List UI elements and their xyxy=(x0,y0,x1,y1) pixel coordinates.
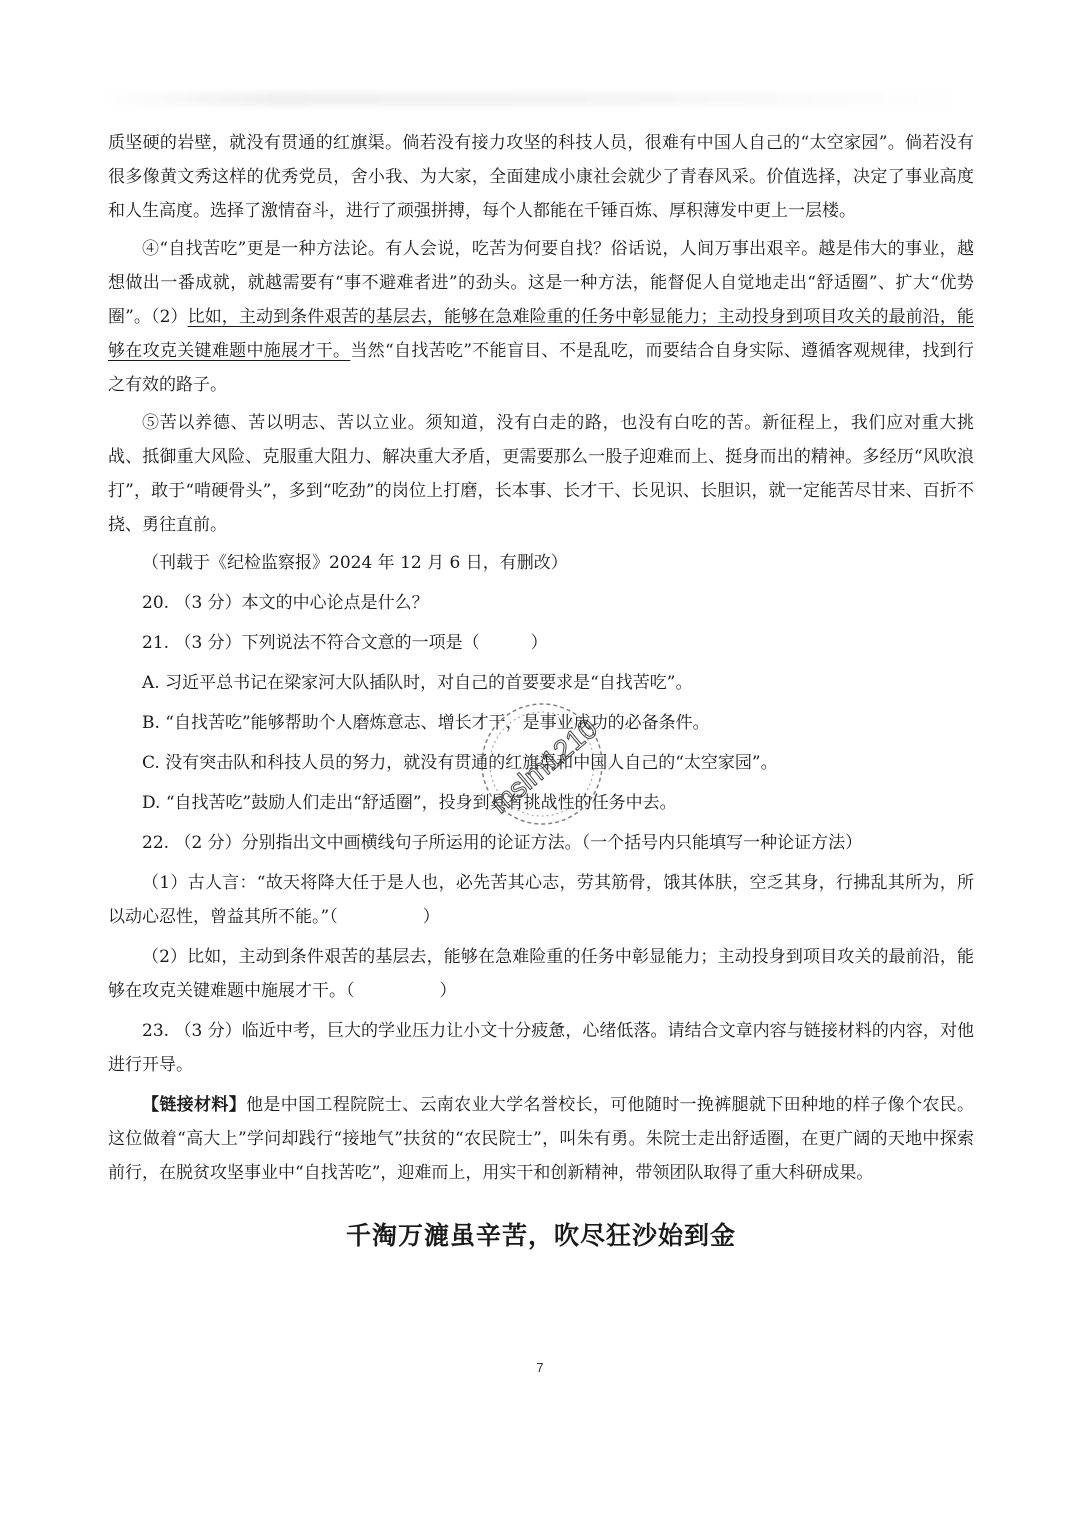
watermark-text: mslm1210 xyxy=(484,712,604,820)
option-d: D. “自找苦吃”鼓励人们走出“舒适圈”，投身到具有挑战性的任务中去。 xyxy=(142,793,677,813)
paragraph-4-tail: 当然“自找苦吃”不能盲目、不是乱吃，而要结合自身实际、遵循客观规律，找到行之有效的路子。 xyxy=(108,341,974,395)
question-23: 23. （3 分）临近中考，巨大的学业压力让小文十分疲惫，心绪低落。请结合文章内容与链接材料的内容，对他进行开导。 xyxy=(108,1021,974,1075)
question-21: 21. （3 分）下列说法不符合文意的一项是（ ） xyxy=(142,633,548,653)
slogan: 千淘万漉虽辛苦，吹尽狂沙始到金 xyxy=(345,1221,736,1250)
question-22-part-2: （2）比如，主动到条件艰苦的基层去，能够在急难险重的任务中彰显能力；主动投身到项目攻关的最前沿，能够在攻克关键难题中施展才干。（ ） xyxy=(108,947,974,1001)
option-b: B. “自找苦吃”能够帮助个人磨炼意志、增长才干，是事业成功的必备条件。 xyxy=(142,713,710,733)
option-c: C. 没有突击队和科技人员的努力，就没有贯通的红旗渠和中国人自己的“太空家园”。 xyxy=(142,753,778,773)
link-material-text: 他是中国工程院院士、云南农业大学名誉校长，可他随时一挽裤腿就下田种地的样子像个农民。这位做着“高大上”学问却践行“接地气”扶贫的“农民院士”，叫朱有勇。朱院士走出舒适圈，在更广阔的天地中探索前行，在脱贫攻坚事业中“自找苦吃”，迎难而上，用实干和创新精神，带领团队取得了重大科研成果。 xyxy=(108,1095,975,1183)
source-note: （刊载于《纪检监察报》2024 年 12 月 6 日，有删改） xyxy=(142,553,568,573)
paragraph-continuation: 质坚硬的岩壁，就没有贯通的红旗渠。倘若没有接力攻坚的科技人员，很难有中国人自己的“太空家园”。倘若没有很多像黄文秀这样的优秀党员，舍小我、为大家，全面建成小康社会就少了青春风采。价值选择，决定了事业高度和人生高度。选择了激情奋斗，进行了顽强拼搏，每个人都能在千锤百炼、厚积薄发中更上一层楼。 xyxy=(108,133,974,221)
paragraph-4-text: ④“自找苦吃”更是一种方法论。有人会说，吃苦为何要自找？俗话说，人间万事出艰辛。越是伟大的事业，越想做出一番成就，就越需要有“事不避难者进”的劲头。这是一种方法，能督促人自觉地走出“舒适圈”、扩大“优势圈”。（2） xyxy=(108,239,974,327)
question-22-part-1: （1）古人言：“故天将降大任于是人也，必先苦其心志，劳其筋骨，饿其体肤，空乏其身，行拂乱其所为，所以动心忍性，曾益其所不能。”（ ） xyxy=(108,873,974,927)
link-material-label: 【链接材料】 xyxy=(142,1095,247,1115)
paragraph-4 xyxy=(108,232,974,402)
document-page xyxy=(108,126,974,1256)
link-material xyxy=(108,1088,974,1190)
header-smudge xyxy=(100,92,970,106)
question-20: 20. （3 分）本文的中心论点是什么？ xyxy=(142,593,429,613)
question-22: 22. （2 分）分别指出文中画横线句子所运用的论证方法。（一个括号内只能填写一种论证方法） xyxy=(142,833,863,853)
page-number: 7 xyxy=(536,1360,544,1375)
option-a: A. 习近平总书记在梁家河大队插队时，对自己的首要要求是“自找苦吃”。 xyxy=(142,673,693,693)
paragraph-5: ⑤苦以养德、苦以明志、苦以立业。须知道，没有白走的路，也没有白吃的苦。新征程上，我们应对重大挑战、抵御重大风险、克服重大阻力、解决重大矛盾，更需要那么一股子迎难而上、挺身而出的精神。多经历“风吹浪打”，敢于“啃硬骨头”，多到“吃劲”的岗位上打磨，长本事、长才干、长见识、长胆识，就一定能苦尽甘来、百折不挠、勇往直前。 xyxy=(108,413,974,535)
underlined-sentence: 比如，主动到条件艰苦的基层去，能够在急难险重的任务中彰显能力；主动投身到项目攻关的最前沿，能够在攻克关键难题中施展才干。 xyxy=(108,307,974,361)
